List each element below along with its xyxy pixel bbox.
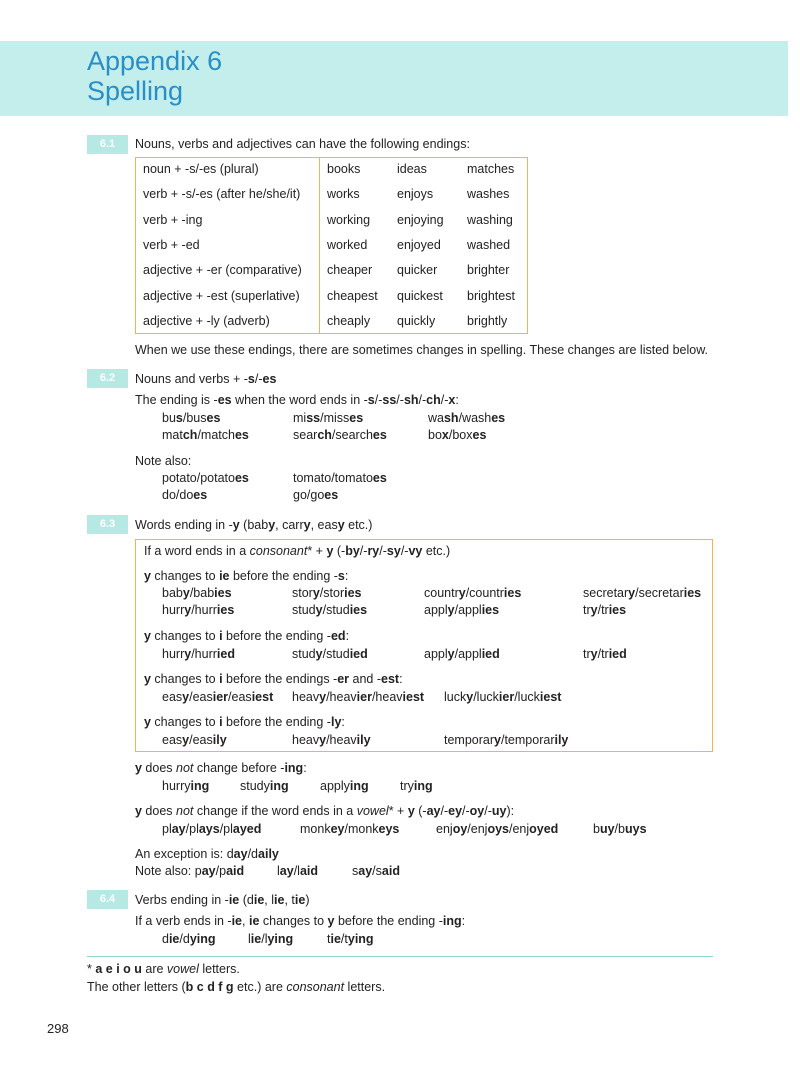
- example: lucky/luckier/luckiest: [444, 690, 562, 704]
- section-6-2-rule: The ending is -es when the word ends in -s/-ss/-sh/-ch/-x:: [135, 393, 459, 407]
- example: studying: [240, 779, 289, 793]
- table-example-cell: enjoys: [397, 187, 434, 201]
- example: monkey/monkeys: [300, 822, 400, 836]
- example: tie/tying: [327, 932, 374, 946]
- example: heavy/heavily: [292, 733, 371, 747]
- table-example-cell: enjoyed: [397, 238, 441, 252]
- example: miss/misses: [293, 411, 364, 425]
- example: hurry/hurries: [162, 603, 235, 617]
- table-example-cell: works: [327, 187, 360, 201]
- section-number-6-3: 6.3: [87, 515, 128, 534]
- example: enjoy/enjoys/enjoyed: [436, 822, 559, 836]
- table-example-cell: worked: [327, 238, 368, 252]
- table-example-cell: ideas: [397, 162, 427, 176]
- example: say/said: [352, 864, 400, 878]
- table-example-cell: washed: [467, 238, 511, 252]
- section-6-4-heading: Verbs ending in -ie (die, lie, tie): [135, 893, 310, 907]
- section-number-6-1: 6.1: [87, 135, 128, 154]
- footnote-consonants: The other letters (b c d f g etc.) are consonant letters.: [87, 980, 386, 994]
- rule-y-to-i-ed: y changes to i before the ending -ed:: [144, 629, 350, 643]
- example: play/plays/played: [162, 822, 262, 836]
- rule-no-change-vowel: y does not change if the word ends in a vowel* + y (-ay/-ey/-oy/-uy):: [135, 804, 515, 818]
- table-rule-cell: verb + -s/-es (after he/she/it): [143, 187, 301, 201]
- table-example-cell: quicker: [397, 263, 438, 277]
- example: try/tries: [583, 603, 627, 617]
- table-rule-cell: verb + -ing: [143, 213, 203, 227]
- example: go/goes: [293, 488, 339, 502]
- example: tomato/tomatoes: [293, 471, 387, 485]
- example: lie/lying: [248, 932, 294, 946]
- footnote-rule: [87, 956, 713, 957]
- example: hurry/hurried: [162, 647, 235, 661]
- example: try/tried: [583, 647, 627, 661]
- table-example-cell: brightly: [467, 314, 508, 328]
- example: search/searches: [293, 428, 387, 442]
- rule-y-to-i-er-est: y changes to i before the endings -er and -est:: [144, 672, 403, 686]
- table-rule-cell: adjective + -ly (adverb): [143, 314, 270, 328]
- section-number-6-4: 6.4: [87, 890, 128, 909]
- note-also-line: Note also: pay/paid: [135, 864, 245, 878]
- section-6-3-heading: Words ending in -y (baby, carry, easy etc.): [135, 518, 373, 532]
- table-example-cell: cheaper: [327, 263, 373, 277]
- table-example-cell: quickly: [397, 314, 436, 328]
- table-example-cell: washes: [467, 187, 510, 201]
- example: apply/applied: [424, 647, 500, 661]
- example: country/countries: [424, 586, 522, 600]
- section-6-1-after: When we use these endings, there are sometimes changes in spelling. These changes are listed below.: [135, 343, 709, 357]
- table-example-cell: enjoying: [397, 213, 444, 227]
- table-rule-cell: adjective + -est (superlative): [143, 289, 300, 303]
- box-intro: If a word ends in a consonant* + y (-by/-ry/-sy/-vy etc.): [144, 544, 451, 558]
- table-rule-cell: verb + -ed: [143, 238, 200, 252]
- example: temporary/temporarily: [444, 733, 569, 747]
- example: study/studied: [292, 647, 368, 661]
- example: buy/buys: [593, 822, 647, 836]
- example: lay/laid: [277, 864, 318, 878]
- rule-y-to-i-ly: y changes to i before the ending -ly:: [144, 715, 345, 729]
- table-rule-cell: adjective + -er (comparative): [143, 263, 302, 277]
- example: match/matches: [162, 428, 249, 442]
- page-number: 298: [47, 1021, 69, 1036]
- example: applying: [320, 779, 369, 793]
- note-label: Note also:: [135, 454, 192, 468]
- table-rule-cell: noun + -s/-es (plural): [143, 162, 259, 176]
- table-example-cell: working: [327, 213, 371, 227]
- table-example-cell: cheapest: [327, 289, 378, 303]
- example: die/dying: [162, 932, 216, 946]
- title-line-2: Spelling: [87, 76, 184, 106]
- example: story/stories: [292, 586, 362, 600]
- table-example-cell: brighter: [467, 263, 510, 277]
- example: baby/babies: [162, 586, 232, 600]
- table-example-cell: cheaply: [327, 314, 371, 328]
- section-6-2-heading: Nouns and verbs + -s/-es: [135, 372, 277, 386]
- example: hurrying: [162, 779, 210, 793]
- footnote-vowels: * a e i o u are vowel letters.: [87, 962, 240, 976]
- exception-line: An exception is: day/daily: [135, 847, 279, 861]
- example: wash/washes: [428, 411, 506, 425]
- table-example-cell: quickest: [397, 289, 443, 303]
- table-example-cell: matches: [467, 162, 515, 176]
- rule-y-to-ie: y changes to ie before the ending -s:: [144, 569, 349, 583]
- example: secretary/secretaries: [583, 586, 702, 600]
- table-example-cell: books: [327, 162, 361, 176]
- page-title: [87, 46, 222, 106]
- example: heavy/heavier/heaviest: [292, 690, 425, 704]
- example: study/studies: [292, 603, 368, 617]
- example: trying: [400, 779, 433, 793]
- example: easy/easier/easiest: [162, 690, 274, 704]
- example: easy/easily: [162, 733, 227, 747]
- example: bus/buses: [162, 411, 221, 425]
- title-line-1: Appendix 6: [87, 46, 223, 76]
- section-6-4-rule: If a verb ends in -ie, ie changes to y before the ending -ing:: [135, 914, 466, 928]
- table-example-cell: brightest: [467, 289, 515, 303]
- example: apply/applies: [424, 603, 500, 617]
- example: box/boxes: [428, 428, 487, 442]
- section-6-1-intro: Nouns, verbs and adjectives can have the following endings:: [135, 137, 470, 151]
- example: potato/potatoes: [162, 471, 249, 485]
- section-number-6-2: 6.2: [87, 369, 128, 388]
- rule-no-change-ing: y does not change before -ing:: [135, 761, 307, 775]
- table-example-cell: washing: [467, 213, 513, 227]
- table-divider: [319, 157, 320, 334]
- example: do/does: [162, 488, 208, 502]
